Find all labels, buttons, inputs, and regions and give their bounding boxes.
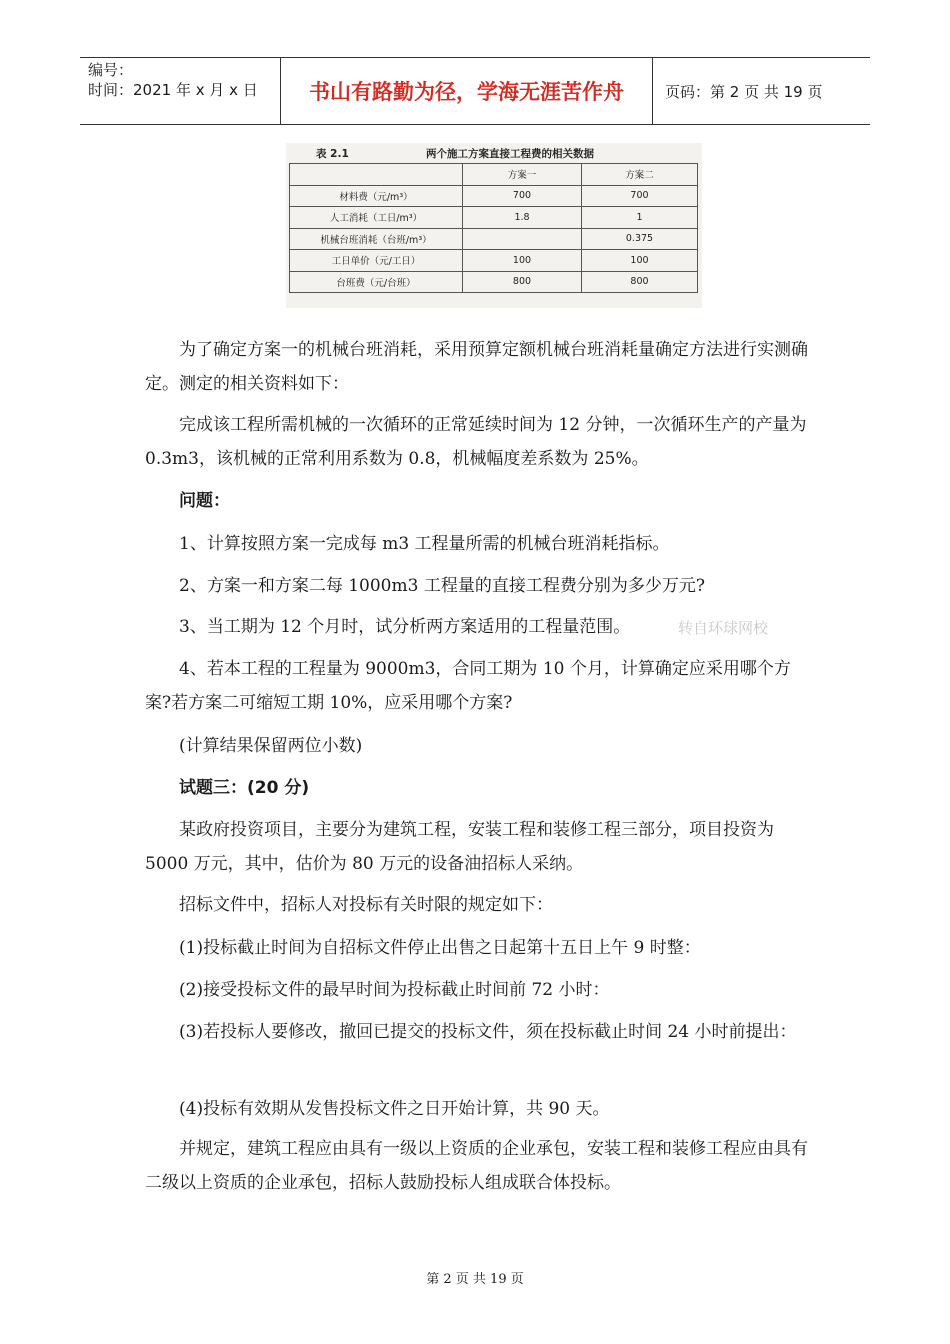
table-row [290, 228, 698, 250]
rule-3: (3)若投标人要修改，撤回已提交的投标文件，须在投标截止时间 24 小时前提出： [179, 1022, 797, 1042]
table-cell: 100 [463, 250, 582, 272]
table-cell: 700 [582, 185, 698, 207]
table-header-cell: 方案二 [582, 164, 698, 186]
page-footer: 第 2 页 共 19 页 [426, 1272, 524, 1287]
table-title: 两个施工方案直接工程费的相关数据 [426, 148, 594, 160]
table-cell: 100 [582, 250, 698, 272]
header-meta [80, 58, 281, 124]
data-table [289, 163, 698, 293]
rule-1: (1)投标截止时间为自招标文件停止出售之日起第十五日上午 9 时整： [179, 938, 701, 958]
table-caption [286, 143, 702, 161]
paragraph-intro: 为了确定方案一的机械台班消耗，采用预算定额机械台班消耗量确定方法进行实测确定。测定的相关资料如下： [145, 340, 808, 394]
table-cell: 800 [582, 271, 698, 293]
question-4: 4、若本工程的工程量为 9000m3，合同工期为 10 个月，计算确定应采用哪个方案?若方案二可缩短工期 10%，应采用哪个方案? [145, 659, 791, 713]
questions-heading: 问题： [179, 491, 230, 511]
table-cell: 材料费（元/m³） [290, 185, 463, 207]
table-row [290, 185, 698, 207]
section-3-heading: 试题三：(20 分) [179, 778, 310, 798]
header-motto: 书山有路勤为径，学海无涯苦作舟 [281, 58, 653, 124]
section-3-paragraph-1: 某政府投资项目，主要分为建筑工程，安装工程和装修工程三部分，项目投资为 5000 万元，其中，估价为 80 万元的设备油招标人采纳。 [145, 820, 774, 874]
number-label: 编号： [88, 61, 134, 79]
question-2: 2、方案一和方案二每 1000m3 工程量的直接工程费分别为多少万元? [179, 576, 705, 596]
table-header-row [290, 164, 698, 186]
table-header-cell: 方案一 [463, 164, 582, 186]
table-cell: 机械台班消耗（台班/m³） [290, 228, 463, 250]
table-cell: 1.8 [463, 207, 582, 229]
table-cell: 1 [582, 207, 698, 229]
section-3-paragraph-2: 招标文件中，招标人对投标有关时限的规定如下： [179, 895, 553, 915]
table-cell: 700 [463, 185, 582, 207]
table-row [290, 271, 698, 293]
rule-2: (2)接受投标文件的最早时间为投标截止时间前 72 小时： [179, 980, 610, 1000]
calculation-note: (计算结果保留两位小数) [179, 736, 363, 756]
time-label: 时间：2021 年 x 月 x 日 [88, 81, 258, 99]
table-cell: 人工消耗（工日/m³） [290, 207, 463, 229]
table-row [290, 207, 698, 229]
table-cell [463, 228, 582, 250]
table-cell: 工日单价（元/工日） [290, 250, 463, 272]
table-row [290, 250, 698, 272]
table-cell: 0.375 [582, 228, 698, 250]
table-cell: 台班费（元/台班） [290, 271, 463, 293]
question-1: 1、计算按照方案一完成每 m3 工程量所需的机械台班消耗指标。 [179, 534, 670, 554]
rule-4: (4)投标有效期从发售投标文件之日开始计算，共 90 天。 [179, 1099, 610, 1119]
page-header [80, 57, 870, 125]
table-header-cell [290, 164, 463, 186]
table-number: 表 2.1 [316, 148, 349, 160]
section-3-paragraph-3: 并规定，建筑工程应由具有一级以上资质的企业承包，安装工程和装修工程应由具有二级以上资质的企业承包，招标人鼓励投标人组成联合体投标。 [145, 1139, 808, 1193]
question-3: 3、当工期为 12 个月时，试分析两方案适用的工程量范围。 [179, 617, 631, 637]
header-page-info: 页码：第 2 页 共 19 页 [665, 82, 823, 101]
table-cell: 800 [463, 271, 582, 293]
watermark: 转自环球网校 [678, 619, 769, 637]
scanned-table-image [286, 143, 702, 308]
paragraph-measurement: 完成该工程所需机械的一次循环的正常延续时间为 12 分钟，一次循环生产的产量为 0.3m3，该机械的正常利用系数为 0.8，机械幅度差系数为 25%。 [145, 415, 807, 469]
